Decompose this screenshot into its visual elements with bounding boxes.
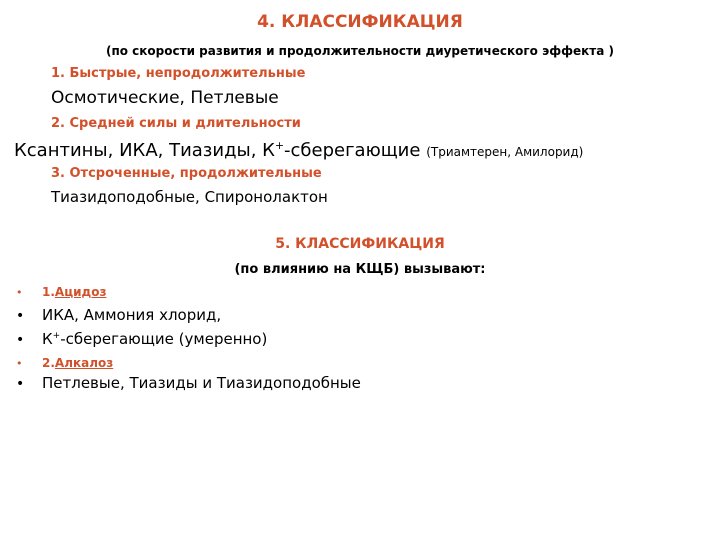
class4-content-2-rest: -сберегающие: [284, 140, 421, 161]
list-item: [16, 285, 106, 299]
class4-heading-2: 2. Средней силы и длительности: [51, 116, 301, 131]
bullet-text-sup: +: [52, 331, 61, 341]
alkalosis-prefix: 2.: [42, 356, 55, 370]
alkalosis-label: Алкалоз: [54, 356, 114, 370]
class4-heading-3: 3. Отсроченные, продолжительные: [51, 166, 322, 181]
class4-content-3: Тиазидоподобные, Спиронолактон: [51, 188, 328, 206]
class4-heading-1: 1. Быстрые, непродолжительные: [51, 66, 306, 81]
bullet-icon: •: [16, 376, 25, 392]
bullet-icon: •: [16, 332, 25, 348]
section4-subtitle: (по скорости развития и продолжительности диуретического эффекта ): [105, 44, 615, 58]
list-item: [16, 306, 221, 324]
bullet-icon: •: [16, 286, 23, 299]
bullet-text: [42, 330, 267, 348]
class4-content-1: Осмотические, Петлевые: [51, 88, 279, 108]
section5-title: 5. КЛАССИФИКАЦИЯ: [275, 236, 445, 252]
list-item: [16, 330, 267, 348]
class4-content-2-sup: +: [274, 139, 285, 152]
list-item: [16, 356, 113, 370]
class4-content-2-main: Ксантины, ИКА, Тиазиды, К: [14, 140, 275, 161]
class4-content-2: [14, 140, 583, 161]
acidosis-label: Ацидоз: [54, 285, 107, 299]
bullet-icon: •: [16, 308, 25, 324]
bullet-icon: •: [16, 357, 23, 370]
bullet-text-rest: -сберегающие (умеренно): [60, 330, 268, 348]
class4-content-2-note: (Триамтерен, Амилорид): [426, 145, 584, 159]
list-item: [16, 374, 361, 392]
bullet-text: Петлевые, Тиазиды и Тиазидоподобные: [42, 374, 361, 392]
section5-subtitle: (по влиянию на КЩБ) вызывают:: [234, 262, 486, 277]
bullet-text-main: К: [42, 330, 53, 348]
section4-title: 4. КЛАССИФИКАЦИЯ: [257, 12, 463, 32]
bullet-text: ИКА, Аммония хлорид,: [42, 306, 222, 324]
acidosis-prefix: 1.: [42, 285, 55, 299]
